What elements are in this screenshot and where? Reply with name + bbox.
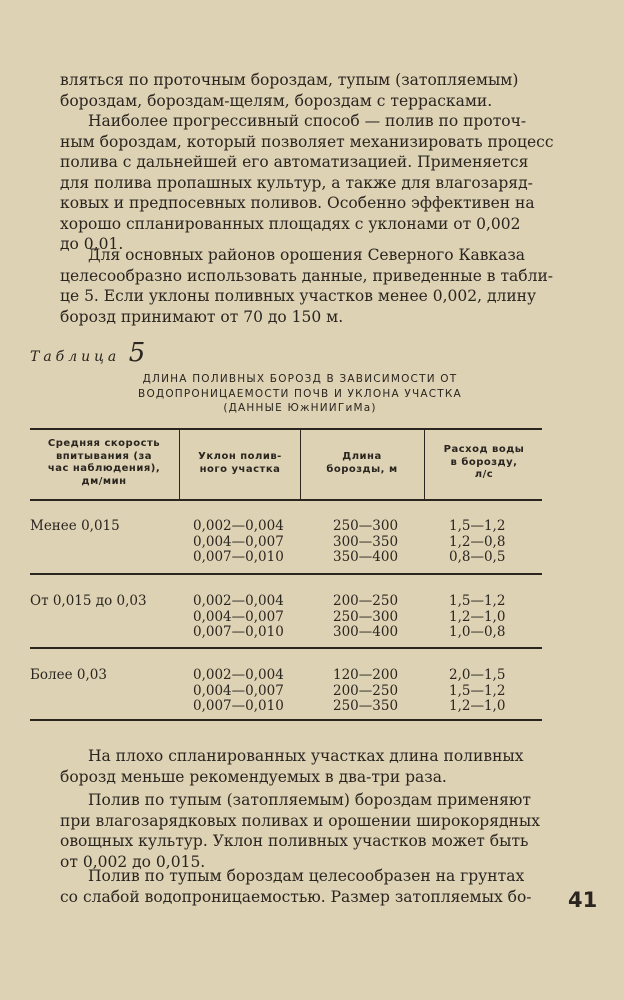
header-line: дм/мин <box>81 475 127 487</box>
length-value: 200—250 <box>333 682 399 699</box>
header-line: Средняя скорость <box>47 438 161 449</box>
length-value: 350—400 <box>333 549 399 565</box>
rate-cell: Более 0,03 <box>30 667 107 683</box>
header-flow <box>427 444 541 482</box>
length-value: 250—350 <box>333 698 399 714</box>
header-line: впитывания (за <box>55 450 153 462</box>
table-bottom-rule <box>30 719 542 721</box>
table-title-line: ВОДОПРОНИЦАЕМОСТИ ПОЧВ И УКЛОНА УЧАСТКА <box>138 387 462 400</box>
table-caption-word: Таблица <box>30 349 121 365</box>
table-header-rule <box>30 499 542 501</box>
text-line: борозд меньше рекомендуемых в два-три раза. <box>60 767 447 786</box>
length-value: 300—350 <box>333 533 399 550</box>
header-line: Расход воды <box>443 444 525 455</box>
header-line: л/с <box>474 469 494 480</box>
paragraph-5 <box>60 790 542 872</box>
paragraph-3 <box>60 245 554 327</box>
length-cell <box>333 668 398 715</box>
text-line: борозд принимают от 70 до 150 м. <box>60 307 344 326</box>
text-line: Полив по тупым (затопляемым) бороздам применяют <box>88 791 531 809</box>
text-line: це 5. Если уклоны поливных участков менее 0,002, длину <box>60 287 537 305</box>
text-line: для полива пропашных культур, а также для влагозаряд- <box>60 173 533 192</box>
header-line: борозды, м <box>326 463 398 475</box>
length-value: 200—250 <box>333 593 399 609</box>
text-line: Наиболее прогрессивный способ — полив по проточ- <box>88 112 527 130</box>
paragraph-6 <box>60 866 542 907</box>
length-value: 300—400 <box>333 624 399 640</box>
length-value: 250—300 <box>333 518 399 534</box>
text-line: целесообразно использовать данные, приведенные в табли- <box>60 266 554 285</box>
group-divider <box>30 573 542 575</box>
header-length <box>303 451 421 476</box>
table-caption <box>30 338 145 368</box>
header-line: в борозду, <box>450 456 518 468</box>
slope-value: 0,007—0,010 <box>193 549 284 565</box>
text-line: Полив по тупым бороздам целесообразен на грунтах <box>88 867 525 885</box>
header-rate <box>32 438 176 488</box>
text-line: овощных культур. Уклон поливных участков может быть <box>60 832 529 850</box>
column-divider <box>300 430 301 500</box>
flow-value: 1,5—1,2 <box>449 518 506 534</box>
flow-value: 1,2—0,8 <box>449 533 506 550</box>
header-slope <box>182 451 298 476</box>
slope-value: 0,004—0,007 <box>193 608 284 625</box>
text-line: вляться по проточным бороздам, тупым (затопляемым) <box>60 71 519 89</box>
group-divider <box>30 647 542 649</box>
column-divider <box>424 430 425 500</box>
rate-cell: От 0,015 до 0,03 <box>30 593 147 609</box>
text-line: полива с дальнейшей его автоматизацией. Применяется <box>60 153 529 171</box>
table-title-line: (ДАННЫЕ ЮжНИИГиМа) <box>223 402 377 414</box>
text-line: На плохо спланированных участках длина поливных <box>88 747 524 765</box>
paragraph-4 <box>60 746 542 787</box>
slope-value: 0,007—0,010 <box>193 698 284 714</box>
page-number: 41 <box>568 888 598 912</box>
flow-value: 1,0—0,8 <box>449 624 506 640</box>
rate-cell: Менее 0,015 <box>30 518 120 534</box>
table-top-rule <box>30 428 542 430</box>
header-line: ного участка <box>199 463 281 475</box>
text-line: бороздам, бороздам-щелям, бороздам с террасками. <box>60 91 493 110</box>
slope-value: 0,004—0,007 <box>193 682 284 699</box>
table-number: 5 <box>128 338 146 368</box>
flow-cell <box>449 519 505 566</box>
flow-value: 1,2—1,0 <box>449 608 506 625</box>
paragraph-1 <box>60 70 542 111</box>
slope-value: 0,002—0,004 <box>193 518 284 534</box>
header-line: час наблюдения), <box>47 463 161 474</box>
slope-value: 0,002—0,004 <box>193 593 284 609</box>
text-line: ным бороздам, который позволяет механизировать процесс <box>60 132 554 151</box>
flow-value: 1,5—1,2 <box>449 682 506 699</box>
length-value: 120—200 <box>333 667 399 683</box>
text-line: ковых и предпосевных поливов. Особенно эффективен на <box>60 194 535 212</box>
flow-value: 2,0—1,5 <box>449 667 506 683</box>
flow-cell <box>449 668 505 715</box>
text-line: Для основных районов орошения Северного Кавказа <box>88 246 526 264</box>
text-line: от 0,002 до 0,015. <box>60 852 206 871</box>
table-title-line: ДЛИНА ПОЛИВНЫХ БОРОЗД В ЗАВИСИМОСТИ ОТ <box>142 373 458 385</box>
slope-value: 0,004—0,007 <box>193 533 284 550</box>
paragraph-2 <box>60 111 554 255</box>
text-line: хорошо спланированных площадях с уклонами от 0,002 <box>60 214 521 233</box>
slope-cell <box>193 519 284 566</box>
table-title <box>60 372 540 416</box>
text-line: со слабой водопроницаемостью. Размер затопляемых бо- <box>60 887 532 906</box>
length-value: 250—300 <box>333 608 399 625</box>
column-divider <box>179 430 180 500</box>
flow-cell <box>449 594 505 641</box>
flow-value: 1,5—1,2 <box>449 593 506 609</box>
slope-value: 0,007—0,010 <box>193 624 284 640</box>
flow-value: 1,2—1,0 <box>449 698 506 714</box>
header-line: Уклон полив- <box>198 451 282 462</box>
length-cell <box>333 594 398 641</box>
slope-cell <box>193 594 284 641</box>
text-line: до 0,01. <box>60 235 124 253</box>
slope-value: 0,002—0,004 <box>193 667 284 683</box>
slope-cell <box>193 668 284 715</box>
text-line: при влагозарядковых поливах и орошении широкорядных <box>60 811 540 830</box>
flow-value: 0,8—0,5 <box>449 549 506 565</box>
header-line: Длина <box>342 451 382 462</box>
length-cell <box>333 519 398 566</box>
